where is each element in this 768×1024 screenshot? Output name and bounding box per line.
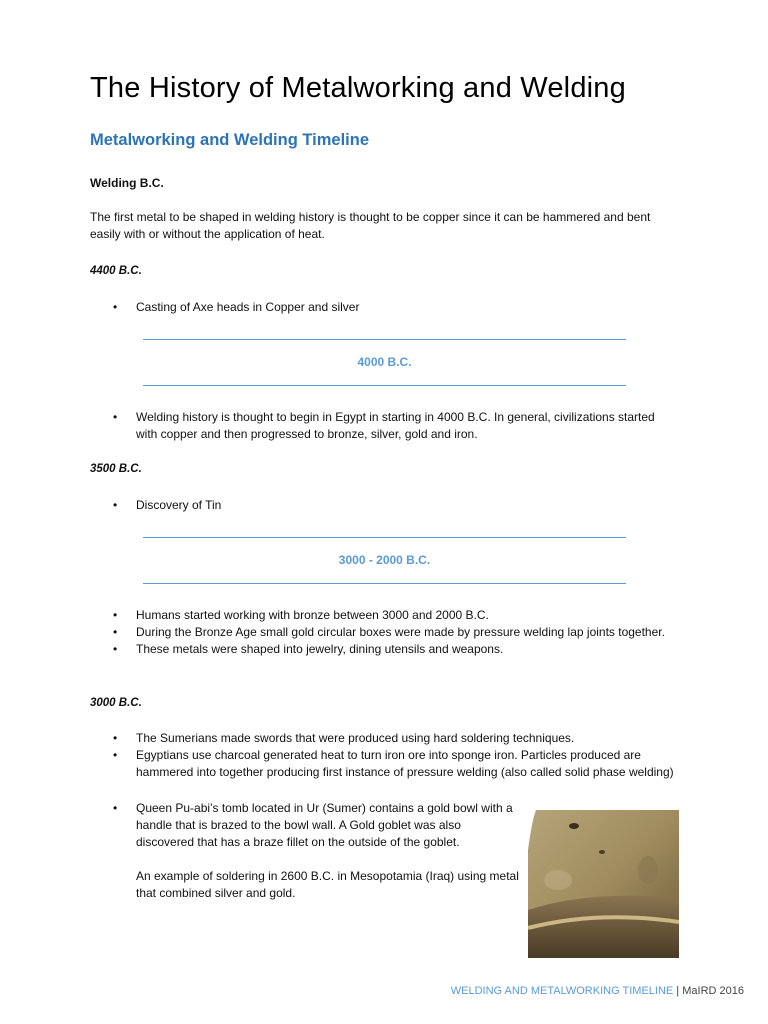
queen-example: An example of soldering in 2600 B.C. in Mesopotamia (Iraq) using metal that combined silver and gold. — [136, 869, 519, 900]
gold-bowl-photo — [528, 810, 679, 958]
callout-text: 4000 B.C. — [357, 355, 412, 369]
list-item: • Discovery of Tin — [90, 497, 650, 514]
list-item: • Welding history is thought to begin in Egypt in starting in 4000 B.C. In general, civilizations started with copper and then progressed to bronze, silver, gold and iron. — [90, 409, 665, 443]
callout-4000 — [143, 339, 626, 386]
queen-text: Queen Pu-abi’s tomb located in Ur (Sumer) contains a gold bowl with a handle that is brazed to the bowl wall. A Gold goblet was also discovered that has a braze fillet on the outside of the goblet. — [136, 801, 513, 849]
list-4400 — [90, 299, 650, 316]
footer-author: MaIRD 2016 — [682, 985, 744, 997]
gold-bowl-image — [528, 810, 679, 958]
list-3500 — [90, 497, 650, 514]
footer-title: WELDING AND METALWORKING TIMELINE — [450, 985, 674, 997]
section-heading: Welding B.C. — [90, 176, 164, 190]
list-item: • Humans started working with bronze between 3000 and 2000 B.C. — [90, 607, 665, 624]
divider-top — [143, 537, 626, 538]
list-4000 — [90, 409, 665, 443]
page-title: The History of Metalworking and Welding — [90, 72, 626, 104]
date-heading-3000: 3000 B.C. — [90, 697, 142, 709]
date-heading-3500: 3500 B.C. — [90, 463, 142, 475]
intro-paragraph: The first metal to be shaped in welding history is thought to be copper since it can be hammered and bent easily with or without the application of heat. — [90, 210, 651, 241]
divider-top — [143, 339, 626, 340]
list-item: • During the Bronze Age small gold circular boxes were made by pressure welding lap joints together. — [90, 624, 665, 641]
divider-bottom — [143, 385, 626, 386]
callout-text: 3000 - 2000 B.C. — [338, 553, 431, 567]
list-item — [90, 800, 520, 902]
list-3000-2000 — [90, 607, 665, 658]
footer-separator: | — [673, 985, 683, 997]
list-3000 — [90, 730, 680, 781]
list-item: • Egyptians use charcoal generated heat to turn iron ore into sponge iron. Particles produced are hammered into together producing first instance of pressure welding (also called solid phase welding) — [90, 747, 680, 781]
list-item: • These metals were shaped into jewelry, dining utensils and weapons. — [90, 641, 665, 658]
list-item: • Casting of Axe heads in Copper and silver — [90, 299, 650, 316]
list-queen — [90, 800, 520, 902]
divider-bottom — [143, 583, 626, 584]
list-item: • The Sumerians made swords that were produced using hard soldering techniques. — [90, 730, 680, 747]
page-footer — [451, 985, 744, 997]
section-subtitle: Metalworking and Welding Timeline — [90, 131, 370, 149]
callout-3000-2000 — [143, 537, 626, 584]
date-heading-4400: 4400 B.C. — [90, 265, 142, 277]
